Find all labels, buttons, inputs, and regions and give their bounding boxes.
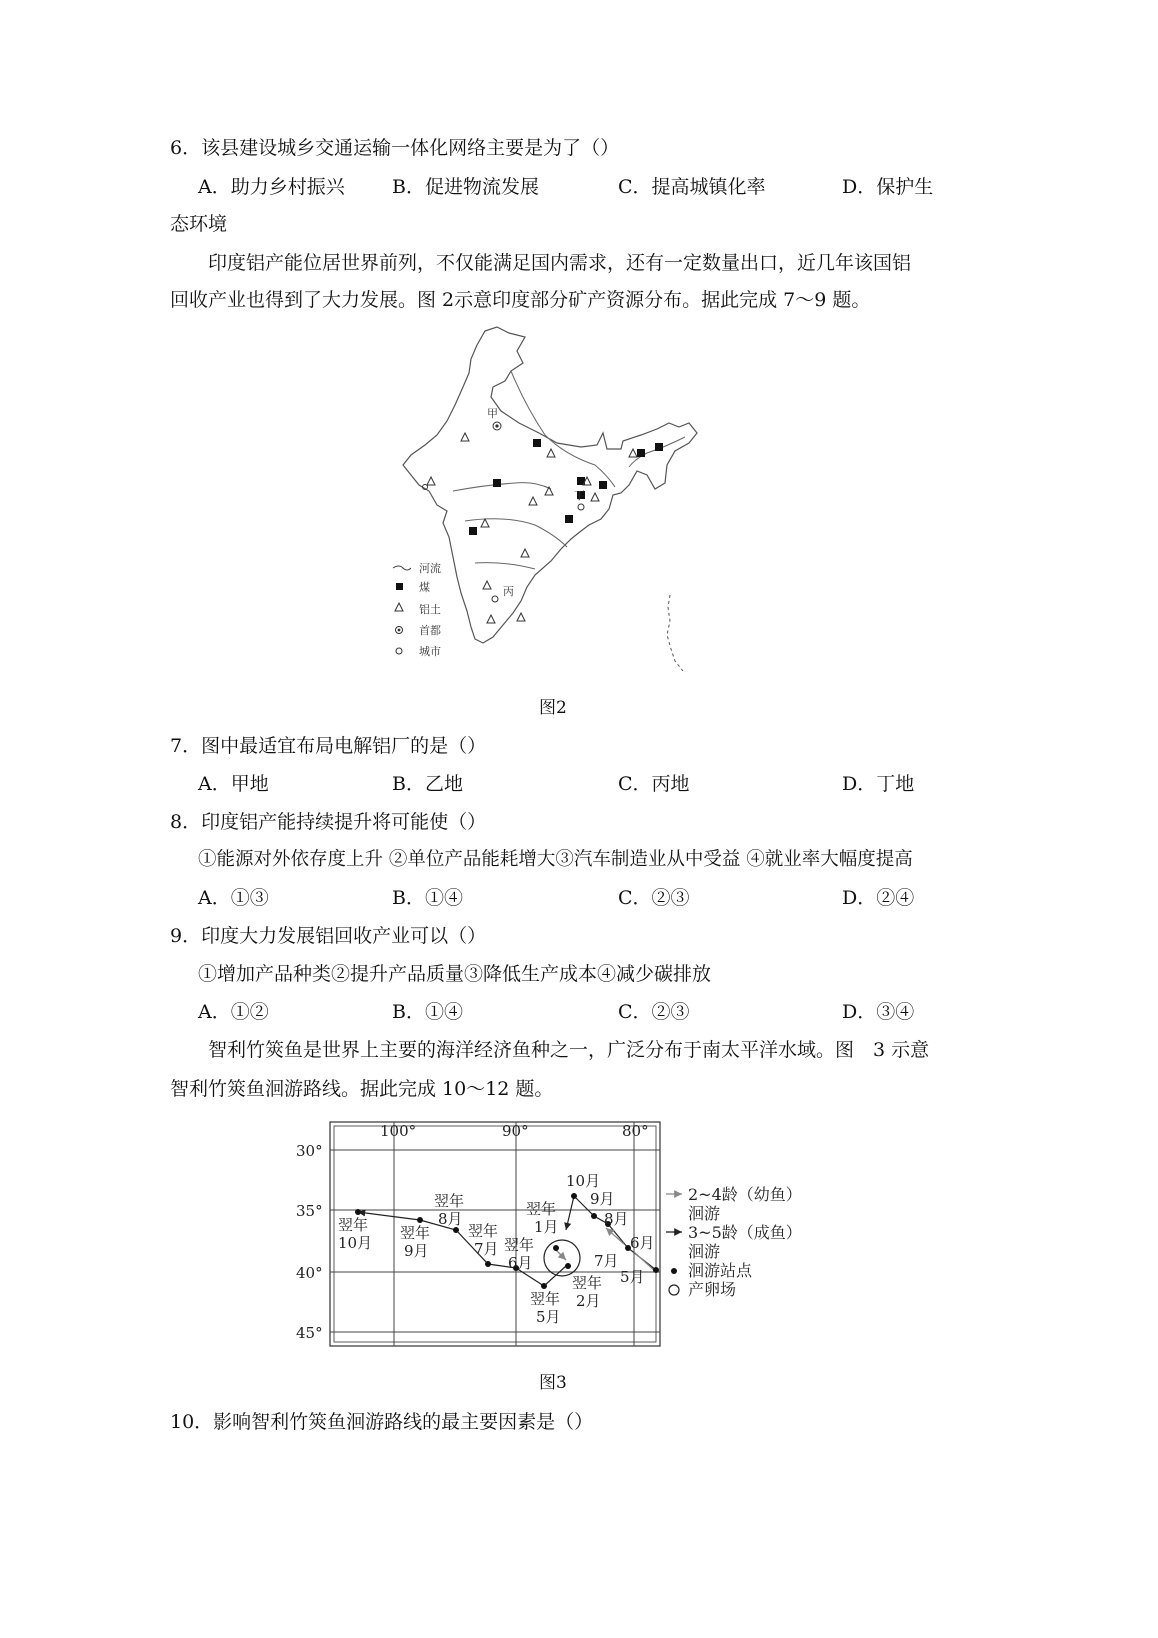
river-godavari: [465, 519, 567, 547]
bauxite-marker: [483, 581, 491, 589]
label-next-oct: 翌年: [338, 1216, 369, 1234]
bauxite-marker: [521, 549, 529, 557]
passage2-line2: 智利竹筴鱼洄游路线。据此完成 10～12 题。: [170, 1078, 554, 1100]
svg-text:8月: 8月: [438, 1210, 463, 1228]
coal-marker: [493, 479, 501, 487]
bauxite-marker: [591, 493, 599, 501]
coal-markers: [469, 439, 663, 535]
legend-station: 洄游站点: [688, 1261, 753, 1280]
q7-stem: 7．图中最适宜布局电解铝厂的是（）: [170, 735, 487, 757]
coal-marker: [533, 439, 541, 447]
legend-river-symbol: [393, 566, 411, 570]
q9-statements: ①增加产品种类②提升产品质量③降低生产成本④减少碳排放: [198, 963, 712, 985]
legend-capital: 首都: [419, 624, 441, 637]
lat-40: 40°: [296, 1264, 323, 1282]
station-dot: [417, 1217, 423, 1223]
river-ganges: [511, 371, 615, 487]
label-next-sep: 翌年: [400, 1224, 431, 1242]
lon-80: 80°: [622, 1122, 649, 1140]
coal-marker: [637, 449, 645, 457]
spawning-ground: [544, 1240, 580, 1276]
label-oct: 10月: [566, 1172, 601, 1190]
figure2-india-map: [385, 325, 705, 675]
coal-marker: [565, 515, 573, 523]
legend-coal: 煤: [419, 581, 430, 594]
place-jia: 甲: [487, 407, 498, 420]
label-next-jul: 翌年: [468, 1222, 499, 1240]
svg-text:1月: 1月: [534, 1218, 559, 1236]
q9-option-a[interactable]: A．①②: [198, 1001, 269, 1023]
river-narmada: [453, 483, 551, 491]
station-dot: [553, 1245, 559, 1251]
q7-option-c[interactable]: C．丙地: [618, 773, 690, 795]
lat-30: 30°: [296, 1142, 323, 1160]
coal-marker: [599, 481, 607, 489]
figure3-caption: 图3: [539, 1373, 567, 1393]
label-next-aug: 翌年: [434, 1192, 465, 1210]
q7-option-d[interactable]: D．丁地: [842, 773, 915, 795]
legend-river: 河流: [419, 562, 441, 575]
city-marker: [492, 596, 498, 602]
label-aug: 8月: [604, 1210, 629, 1228]
label-sep: 9月: [590, 1190, 615, 1208]
legend-spawning: 产卵场: [688, 1280, 737, 1299]
bauxite-markers: [427, 433, 637, 623]
q8-option-c[interactable]: C．②③: [618, 887, 690, 909]
label-may: 5月: [620, 1268, 645, 1286]
station-dot: [571, 1193, 577, 1199]
bauxite-marker: [529, 497, 537, 505]
lat-45: 45°: [296, 1324, 323, 1342]
legend-city: 城市: [419, 645, 441, 658]
figure3-migration-map: [290, 1118, 850, 1358]
label-next-may: 翌年: [530, 1290, 561, 1308]
svg-text:洄游: 洄游: [688, 1242, 721, 1261]
q6-option-b[interactable]: B．促进物流发展: [392, 176, 539, 198]
andaman-islands: [667, 595, 683, 671]
q6-option-c[interactable]: C．提高城镇化率: [618, 176, 766, 198]
svg-text:2月: 2月: [576, 1292, 601, 1310]
legend-bauxite: 铝土: [419, 603, 441, 616]
coal-marker: [655, 443, 663, 451]
station-dot: [565, 1263, 571, 1269]
q9-option-b[interactable]: B．①④: [392, 1001, 463, 1023]
passage1-line2: 回收产业也得到了大力发展。图 2示意印度部分矿产资源分布。据此完成 7～9 题。: [170, 289, 871, 311]
q8-statements: ①能源对外依存度上升 ②单位产品能耗增大③汽车制造业从中受益 ④就业率大幅度提高: [198, 849, 913, 870]
legend-bauxite-symbol: [395, 603, 403, 611]
place-bing: 丙: [503, 585, 514, 598]
q10-stem: 10．影响智利竹筴鱼洄游路线的最主要因素是（）: [170, 1411, 594, 1433]
label-next-jan: 翌年: [526, 1200, 557, 1218]
bauxite-marker: [629, 449, 637, 457]
bauxite-marker: [427, 477, 435, 485]
label-jun: 6月: [630, 1234, 655, 1252]
legend-city-symbol: [396, 648, 402, 654]
q6-option-d-wrap: 态环境: [170, 213, 228, 235]
legend-station-symbol: [671, 1268, 677, 1274]
bauxite-marker: [517, 613, 525, 621]
passage2-line1: 智利竹筴鱼是世界上主要的海洋经济鱼种之一，广泛分布于南太平洋水域。图 3 示意: [208, 1039, 930, 1061]
svg-text:9月: 9月: [404, 1242, 429, 1260]
svg-text:洄游: 洄游: [688, 1204, 721, 1223]
svg-text:7月: 7月: [474, 1240, 499, 1258]
q9-stem: 9．印度大力发展铝回收产业可以（）: [170, 925, 487, 947]
q9-option-d[interactable]: D．③④: [842, 1001, 915, 1023]
legend-coal-symbol: [396, 583, 403, 590]
q8-option-d[interactable]: D．②④: [842, 887, 915, 909]
bauxite-marker: [547, 449, 555, 457]
passage1-line1: 印度铝产能位居世界前列，不仅能满足国内需求，还有一定数量出口，近几年该国铝: [208, 252, 912, 274]
bauxite-marker: [487, 615, 495, 623]
q8-option-b[interactable]: B．①④: [392, 887, 463, 909]
label-next-jun: 翌年: [504, 1236, 535, 1254]
label-next-feb: 翌年: [572, 1274, 603, 1292]
svg-text:10月: 10月: [338, 1234, 373, 1252]
lat-35: 35°: [296, 1202, 323, 1220]
station-dot: [485, 1261, 491, 1267]
q8-option-a[interactable]: A．①③: [198, 887, 269, 909]
station-dot: [591, 1213, 597, 1219]
svg-text:5月: 5月: [536, 1308, 561, 1326]
city-marker: [578, 504, 584, 510]
legend-adult: 3~5龄（成鱼）: [688, 1223, 802, 1242]
figure2-caption: 图2: [539, 698, 567, 718]
coal-marker: [469, 527, 477, 535]
q6-option-a[interactable]: A．助力乡村振兴: [198, 176, 345, 198]
river-krishna: [475, 563, 535, 569]
lon-90: 90°: [502, 1122, 529, 1140]
legend-spawning-symbol: [669, 1285, 679, 1295]
q9-option-c[interactable]: C．②③: [618, 1001, 690, 1023]
india-outline: [403, 327, 697, 643]
q6-option-d[interactable]: D．保护生: [842, 176, 934, 198]
q7-option-b[interactable]: B．乙地: [392, 773, 463, 795]
station-dot: [541, 1283, 547, 1289]
station-dot: [653, 1267, 659, 1273]
q8-stem: 8．印度铝产能持续提升将可能使（）: [170, 811, 487, 833]
station-dot: [355, 1209, 361, 1215]
svg-text:6月: 6月: [508, 1254, 533, 1272]
bauxite-marker: [481, 519, 489, 527]
bauxite-marker: [461, 433, 469, 441]
place-ding: 丁: [574, 489, 585, 502]
label-jul: 7月: [594, 1252, 619, 1270]
q6-stem: 6．该县建设城乡交通运输一体化网络主要是为了（）: [170, 137, 620, 159]
q7-option-a[interactable]: A．甲地: [198, 773, 269, 795]
legend-juvenile: 2~4龄（幼鱼）: [688, 1185, 802, 1204]
lon-100: 100°: [380, 1122, 417, 1140]
